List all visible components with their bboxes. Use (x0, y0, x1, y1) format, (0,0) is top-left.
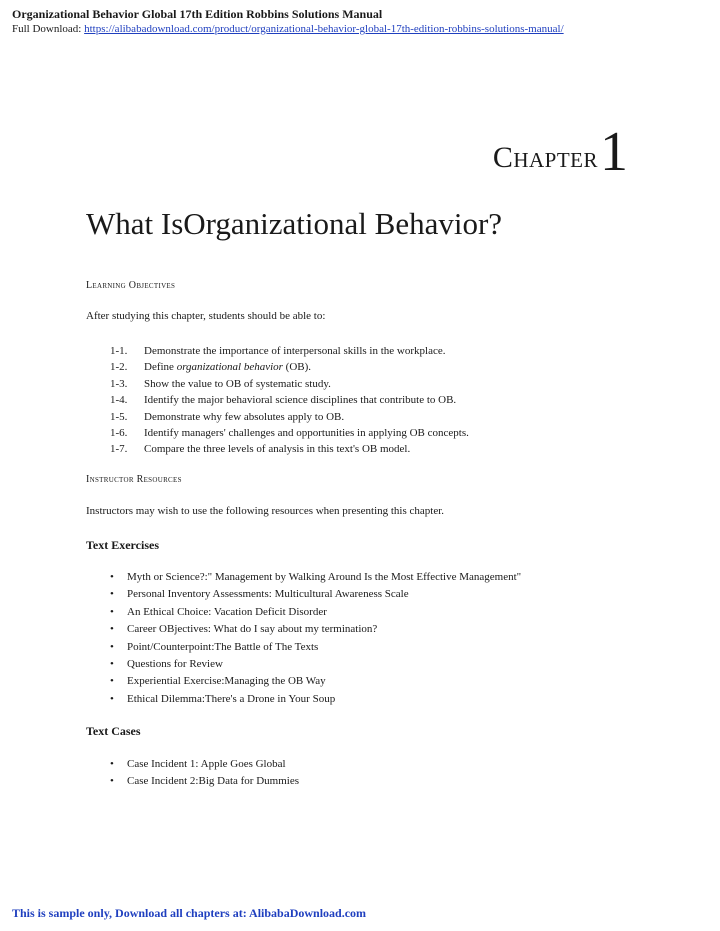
objective-item (110, 409, 469, 425)
instructor-resources-heading: Instructor Resources (86, 474, 182, 485)
bullet-icon: • (110, 640, 114, 653)
document-header (12, 6, 712, 36)
objective-item (110, 376, 469, 392)
objective-text: Demonstrate the importance of interpersonal skills in the workplace. (144, 345, 446, 357)
chapter-number: 1 (600, 121, 628, 183)
objective-term: organizational behavior (176, 361, 283, 374)
instructor-resources-intro: Instructors may wish to use the following resources when presenting this chapter. (86, 505, 445, 517)
chapter-word: Chapter (492, 141, 598, 174)
exercise-item (110, 586, 521, 603)
bullet-icon: • (110, 605, 114, 618)
learning-objectives-list (110, 343, 469, 458)
objective-text: Show the value to OB of systematic study. (144, 377, 331, 390)
objective-number: 1-3. (110, 377, 128, 390)
objective-item (110, 392, 469, 408)
case-text: Case Incident 2:Big Data for Dummies (127, 775, 299, 788)
exercise-text: Personal Inventory Assessments: Multicultural Awareness Scale (127, 588, 409, 601)
download-line (12, 22, 712, 36)
case-item (110, 756, 299, 773)
learning-objectives-intro: After studying this chapter, students should be able to: (86, 310, 326, 322)
exercise-text: Ethical Dilemma:There's a Drone in Your Soup (127, 692, 336, 705)
bullet-icon: • (110, 588, 114, 601)
bullet-icon: • (110, 675, 114, 688)
chapter-title: What IsOrganizational Behavior? (86, 206, 503, 241)
objective-text-part: (OB). (282, 361, 312, 374)
learning-objectives-heading: Learning Objectives (86, 280, 176, 291)
exercise-text: Questions for Review (127, 658, 223, 671)
bullet-icon: • (110, 775, 114, 788)
case-item (110, 773, 299, 790)
objective-number: 1-5. (110, 410, 128, 423)
objective-text (144, 361, 311, 373)
text-exercises-list (110, 569, 521, 708)
objective-text-part: Define (144, 361, 177, 374)
exercise-item (110, 569, 521, 586)
exercise-item (110, 656, 521, 673)
objective-item (110, 425, 469, 441)
objective-text: Compare the three levels of analysis in this text's OB model. (144, 443, 411, 456)
exercise-item (110, 604, 521, 621)
objective-item (110, 441, 469, 457)
exercise-item (110, 673, 521, 690)
text-exercises-heading: Text Exercises (86, 538, 159, 552)
text-cases-list (110, 756, 299, 791)
download-prefix: Full Download: (12, 23, 85, 35)
objective-text: Identify the major behavioral science disciplines that contribute to OB. (144, 394, 457, 407)
objective-number: 1-6. (110, 427, 128, 440)
text-cases-heading: Text Cases (86, 724, 141, 738)
objective-number: 1-4. (110, 394, 128, 407)
objective-item (110, 359, 469, 375)
chapter-label (492, 121, 628, 183)
exercise-text: Point/Counterpoint:The Battle of The Texts (127, 640, 319, 653)
footer-notice: This is sample only, Download all chapters at: AlibabaDownload.com (12, 906, 367, 920)
exercise-item (110, 621, 521, 638)
exercise-text: An Ethical Choice: Vacation Deficit Disorder (127, 605, 327, 618)
bullet-icon: • (110, 692, 114, 705)
objective-item (110, 343, 469, 359)
exercise-item (110, 639, 521, 656)
exercise-text: Career OBjectives: What do I say about my termination? (127, 623, 378, 636)
objective-number: 1-7. (110, 443, 128, 456)
bullet-icon: • (110, 658, 114, 671)
exercise-text: Myth or Science?:" Management by Walking Around Is the Most Effective Management" (127, 571, 522, 583)
exercise-item (110, 691, 521, 708)
bullet-icon: • (110, 571, 114, 583)
download-link[interactable]: https://alibabadownload.com/product/organizational-behavior-global-17th-edition-robbins-solutions-manual/ (84, 23, 564, 35)
exercise-text: Experiential Exercise:Managing the OB Way (127, 675, 326, 688)
objective-text: Demonstrate why few absolutes apply to OB. (144, 410, 345, 423)
objective-number: 1-1. (110, 345, 128, 357)
bullet-icon: • (110, 758, 114, 770)
bullet-icon: • (110, 623, 114, 636)
document-title: Organizational Behavior Global 17th Edition Robbins Solutions Manual (12, 7, 383, 21)
case-text: Case Incident 1: Apple Goes Global (127, 758, 286, 770)
objective-text: Identify managers' challenges and opportunities in applying OB concepts. (144, 427, 469, 440)
objective-number: 1-2. (110, 361, 128, 374)
